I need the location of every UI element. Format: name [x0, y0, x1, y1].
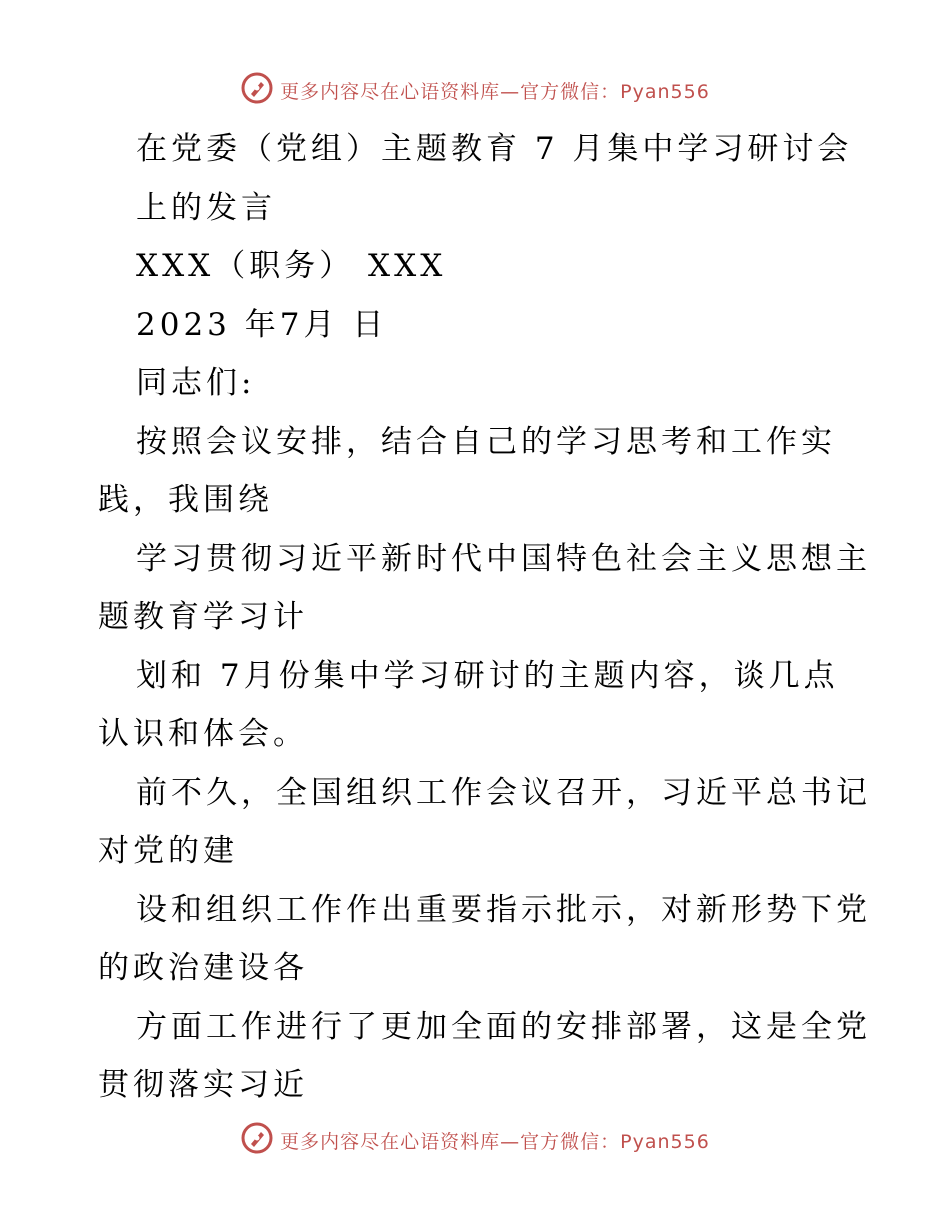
- text-line: 设和组织工作作出重要指示批示，对新形势下党: [136, 891, 871, 928]
- text-line: 上的发言: [136, 189, 276, 226]
- text-line: XXX（职务） XXX: [136, 248, 447, 284]
- text-line: 对党的建: [98, 833, 238, 869]
- text-line: 方面工作进行了更加全面的安排部署，这是全党: [136, 1008, 871, 1045]
- text-line: 划和 7月份集中学习研讨的主题内容，谈几点: [136, 657, 839, 694]
- text-line: 题教育学习计: [98, 599, 308, 635]
- text-line: 按照会议安排，结合自己的学习思考和工作实: [136, 423, 836, 460]
- text-line: 2023 年7月 日: [136, 306, 388, 343]
- document-body: [98, 120, 871, 1115]
- text-line: 学习贯彻习近平新时代中国特色社会主义思想主: [136, 540, 871, 577]
- watermark-text: 更多内容尽在心语资料库—官方微信：Pyan556: [280, 80, 710, 103]
- text-line: 同志们:: [136, 365, 256, 401]
- text-line: 的政治建设各: [98, 950, 308, 986]
- pen-nib-logo-icon: [240, 71, 274, 109]
- text-line: 践，我围绕: [98, 482, 273, 518]
- watermark-text: 更多内容尽在心语资料库—官方微信：Pyan556: [280, 1130, 710, 1153]
- text-line: 前不久，全国组织工作会议召开，习近平总书记: [136, 774, 871, 811]
- pen-nib-logo-icon: [240, 1121, 274, 1159]
- watermark-header: [0, 70, 950, 110]
- text-line: 贯彻落实习近: [98, 1067, 308, 1103]
- text-line: 认识和体会。: [98, 716, 308, 752]
- text-line: 在党委（党组）主题教育 7 月集中学习研讨会: [136, 131, 853, 167]
- watermark-footer: [0, 1120, 950, 1160]
